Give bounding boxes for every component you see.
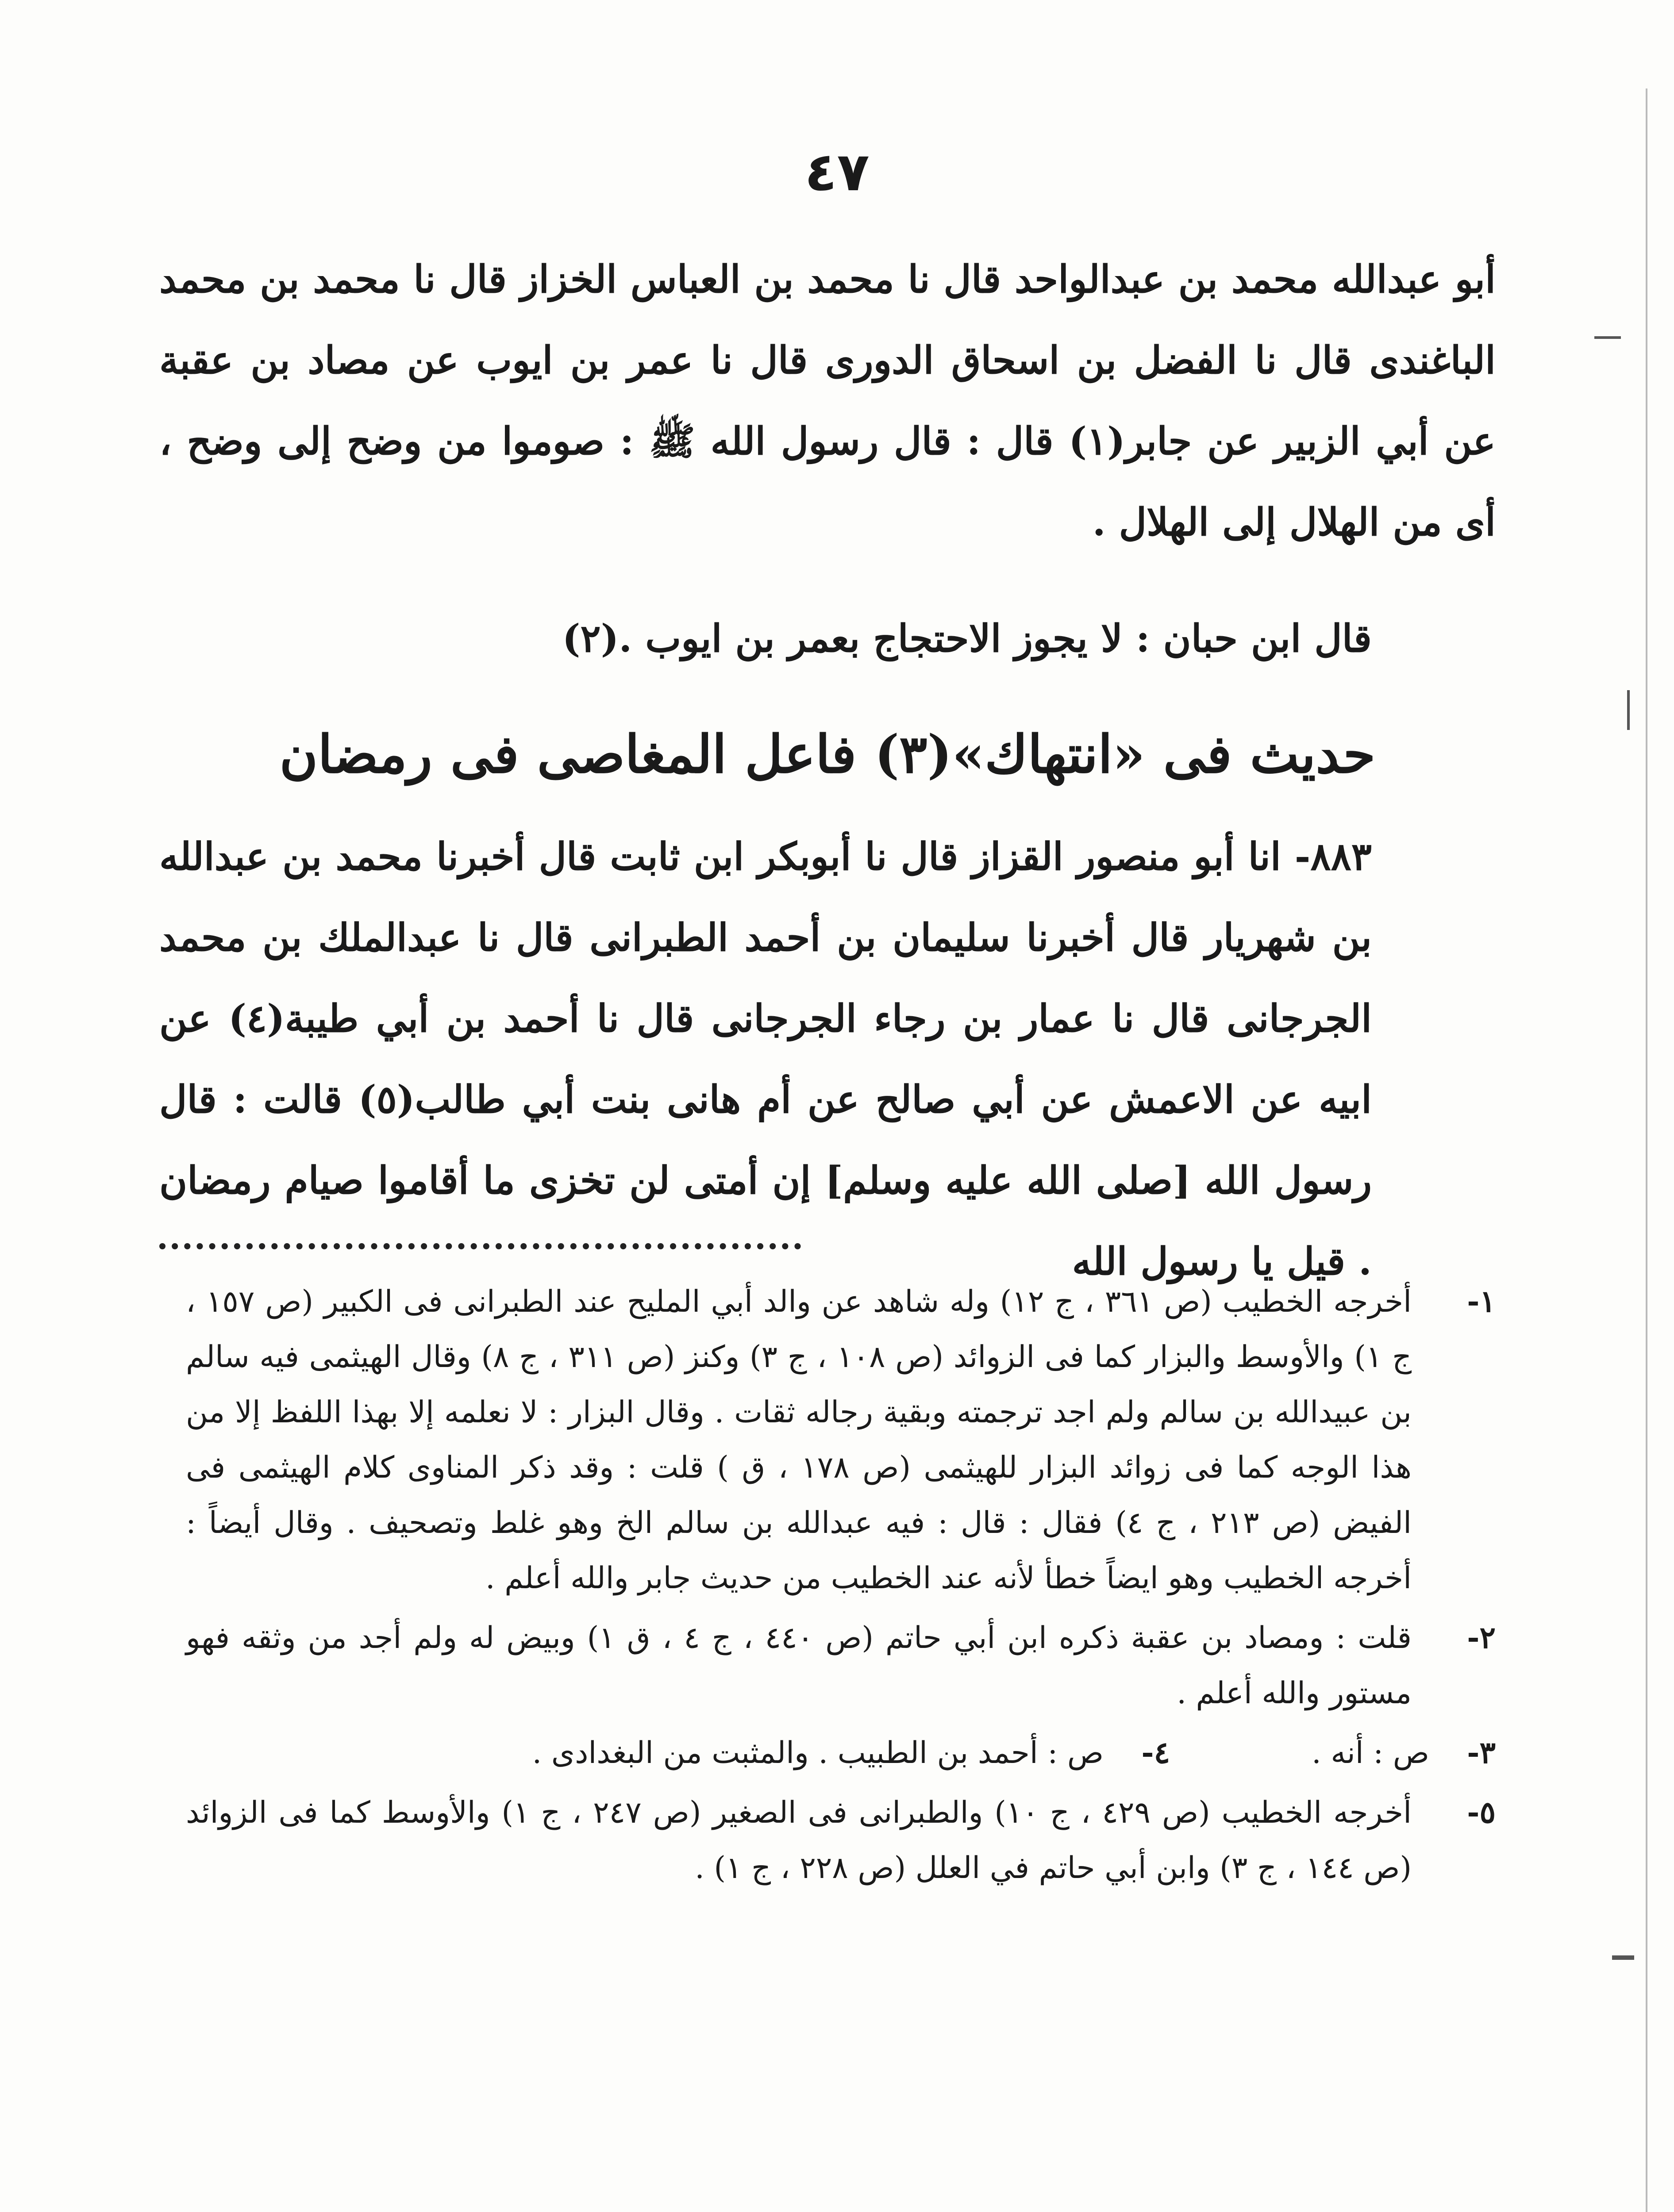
footnote-4 — [532, 1725, 1170, 1781]
footnote-text: قلت : ومصاد بن عقبة ذكره ابن أبي حاتم (ص ٤٤٠ ، ج ٤ ، ق ١) وبيض له ولم أجد من وثقه فهو مستور والله أعلم . — [186, 1621, 1412, 1711]
footnote-number: ٤- — [1141, 1735, 1170, 1770]
footnote-5 — [186, 1785, 1496, 1896]
footnote-text: ص : أحمد بن الطبيب . والمثبت من البغدادى . — [532, 1736, 1104, 1770]
paragraph-ibn-hibban: قال ابن حبان : لا يجوز الاحتجاج بعمر بن ايوب .(٢) — [562, 616, 1372, 661]
footnote-text: أخرجه الخطيب (ص ٣٦١ ، ج ١٢) وله شاهد عن والد أبي المليح عند الطبرانى فى الكبير (ص ١٥٧ ، ج ١) والأوسط والبزار كما فى الزوائد (ص ١٠٨ ، ج ٣) وكنز (ص ٣١١ ، ج ٨) وقال الهيثمى فيه سالم بن عبيدالله بن سالم ولم اجد ترجمته وبقية رجاله ثقات . وقال البزار : لا نعلمه إلا بهذا اللفظ إلا من هذا الوجه كما فى زوائد البزار للهيثمى (ص ١٧٨ ، ق ) قلت : وقد ذكر المناوى كلام الهيثمى فى الفيض (ص ٢١٣ ، ج ٤) فقال : قال : فيه عبدالله بن سالم الخ وهو غلط وتصحيف . وقال أيضاً : أخرجه الخطيب وهو ايضاً خطأ لأنه عند الخطيب من حديث جابر والله أعلم . — [186, 1284, 1412, 1596]
footnote-number: ١- — [1467, 1284, 1496, 1319]
footnote-number: ٣- — [1467, 1735, 1496, 1770]
footnote-text: أخرجه الخطيب (ص ٤٢٩ ، ج ١٠) والطبرانى فى الصغير (ص ٢٤٧ ، ج ١) والأوسط كما فى الزوائد (ص ١٤٤ ، ج ٣) وابن أبي حاتم في العلل (ص ٢٢٨ ، ج ١) . — [186, 1795, 1412, 1886]
paragraph-hadith-883: ٨٨٣- انا أبو منصور القزاز قال نا أبوبكر ابن ثابت قال أخبرنا محمد بن عبدالله بن شهريار قال أخبرنا سليمان بن أحمد الطبرانى قال نا عبدالملك بن محمد الجرجانى قال نا عمار بن رجاء الجرجانى قال نا أحمد بن أبي طيبة(٤) عن ابيه عن الاعمش عن أبي صالح عن أم هانى بنت أبي طالب(٥) قالت : قال رسول الله [صلى الله عليه وسلم] إن أمتى لن تخزى ما أقاموا صيام رمضان . قيل يا رسول الله — [159, 834, 1372, 1284]
footnote-1 — [186, 1274, 1496, 1606]
footnote-text: ص : أنه . — [1312, 1736, 1429, 1770]
section-heading: حديث فى «انتهاك»(٣) فاعل المغاصى فى رمضان — [279, 723, 1376, 785]
footnote-separator — [159, 1243, 801, 1249]
page-edge-line — [1646, 88, 1647, 2212]
footnotes — [186, 1274, 1496, 1900]
footnote-row-3-4 — [186, 1725, 1496, 1781]
main-text — [159, 239, 1496, 1302]
footnote-3 — [1312, 1725, 1496, 1781]
paragraph-isnad-1: أبو عبدالله محمد بن عبدالواحد قال نا محمد بن العباس الخزاز قال نا محمد بن محمد الباغندى قال نا الفضل بن اسحاق الدورى قال نا عمر بن ايوب عن مصاد بن عقبة عن أبي الزبير عن جابر(١) قال : قال رسول الله ﷺ : صوموا من وضح إلى وضح ، أى من الهلال إلى الهلال . — [159, 257, 1496, 545]
margin-mark-middle — [1627, 690, 1630, 730]
footnote-2 — [186, 1610, 1496, 1721]
margin-mark-top — [1594, 336, 1621, 339]
margin-mark-bottom — [1612, 1955, 1634, 1960]
footnote-number: ٥- — [1467, 1795, 1496, 1830]
page-number: ٤٧ — [804, 142, 870, 203]
footnote-number: ٢- — [1467, 1620, 1496, 1655]
